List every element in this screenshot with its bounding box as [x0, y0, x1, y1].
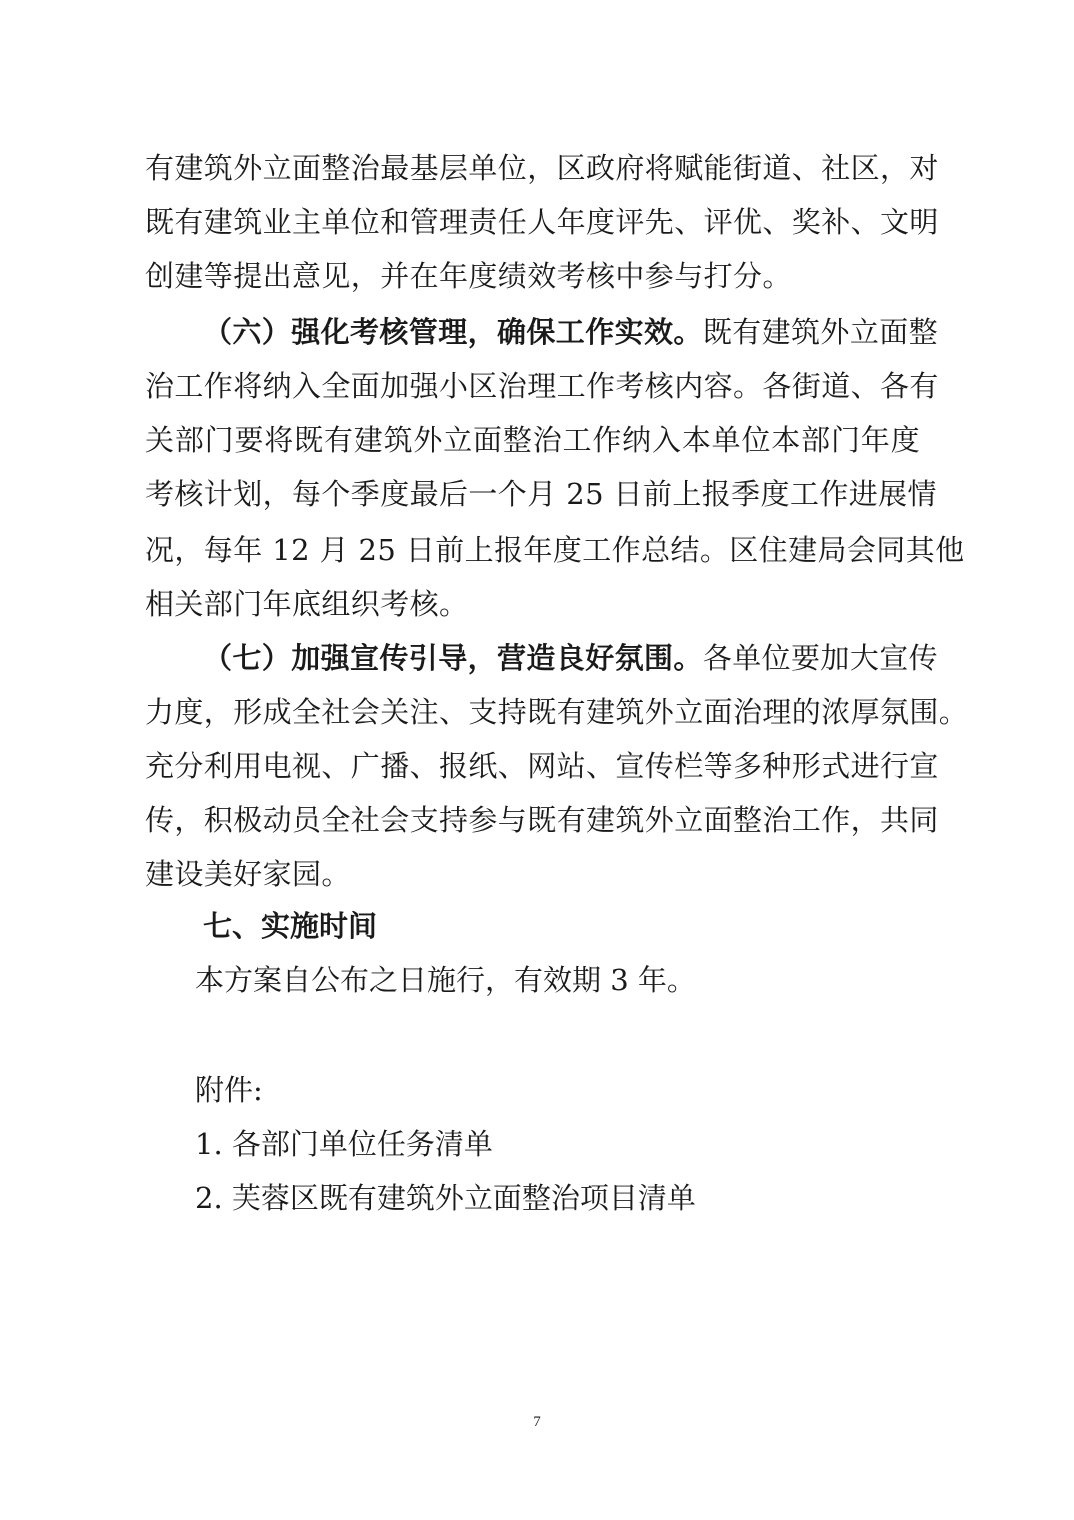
implementation-text: 本方案自公布之日施行，有效期 3 年。 — [195, 963, 696, 997]
paragraph-line: 治工作将纳入全面加强小区治理工作考核内容。各街道、各有 — [145, 369, 939, 403]
paragraph-line: 建设美好家园。 — [145, 857, 351, 891]
attachment-item: 2. 芙蓉区既有建筑外立面整治项目清单 — [195, 1181, 696, 1215]
paragraph-line: 创建等提出意见，并在年度绩效考核中参与打分。 — [145, 259, 792, 293]
paragraph-line: 相关部门年底组织考核。 — [145, 587, 469, 621]
paragraph-line: 传，积极动员全社会支持参与既有建筑外立面整治工作，共同 — [145, 803, 939, 837]
paragraph-line: 关部门要将既有建筑外立面整治工作纳入本单位本部门年度 — [145, 423, 920, 457]
section-six-title: （六）强化考核管理，确保工作实效。 — [203, 315, 703, 349]
paragraph-line: 力度，形成全社会关注、支持既有建筑外立面治理的浓厚氛围。 — [145, 695, 969, 729]
section-heading-implementation: 七、实施时间 — [203, 909, 378, 943]
paragraph-line: 况，每年 12 月 25 日前上报年度工作总结。区住建局会同其他 — [145, 533, 965, 567]
section-six-first-line-text: 既有建筑外立面整 — [702, 315, 939, 349]
paragraph-line: 充分利用电视、广播、报纸、网站、宣传栏等多种形式进行宣 — [145, 749, 939, 783]
paragraph-line: 考核计划，每个季度最后一个月 25 日前上报季度工作进展情 — [145, 477, 937, 511]
paragraph-line: 有建筑外立面整治最基层单位，区政府将赋能街道、社区，对 — [145, 151, 939, 185]
section-seven-first-line — [203, 638, 939, 678]
paragraph-line: 既有建筑业主单位和管理责任人年度评先、评优、奖补、文明 — [145, 205, 939, 239]
page-number: 7 — [533, 1414, 541, 1430]
attachment-item: 1. 各部门单位任务清单 — [195, 1127, 493, 1161]
section-six-first-line — [203, 312, 939, 352]
section-seven-title: （七）加强宣传引导，营造良好氛围。 — [203, 641, 703, 675]
section-seven-first-line-text: 各单位要加大宣传 — [702, 641, 939, 675]
attachments-label: 附件: — [195, 1073, 263, 1107]
